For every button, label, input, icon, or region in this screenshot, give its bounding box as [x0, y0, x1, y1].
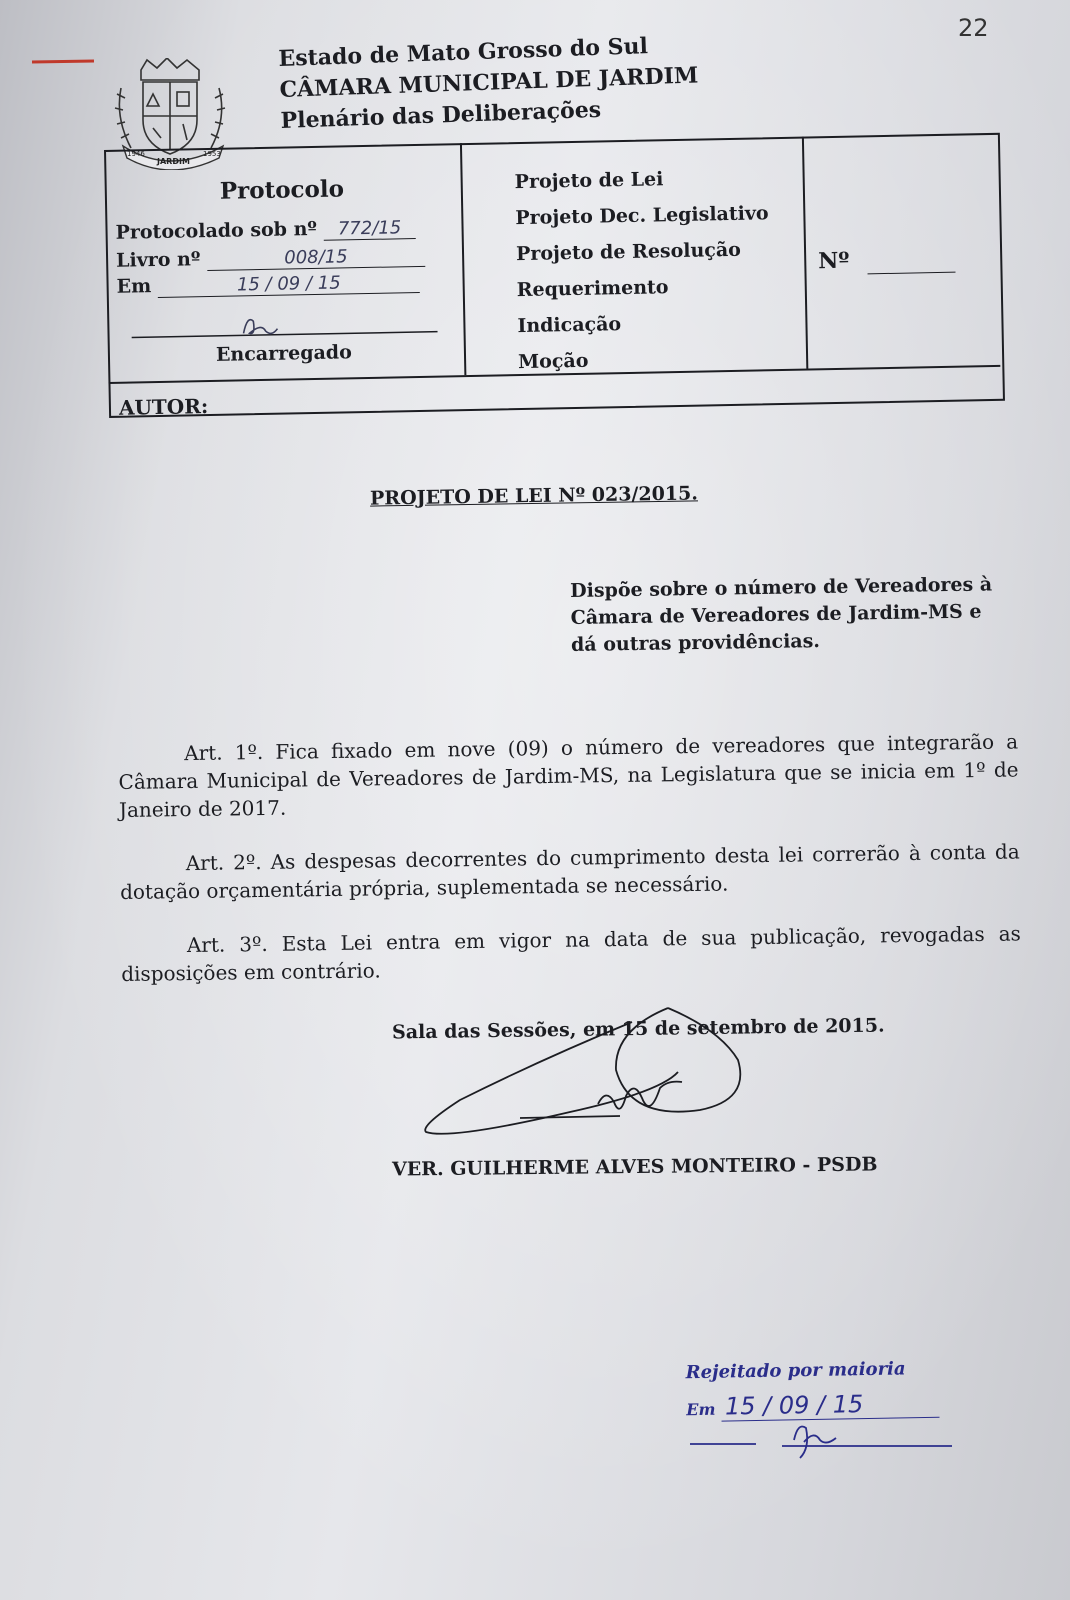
crest-ribbon-text: JARDIM: [157, 157, 190, 166]
article-2: Art. 2º. As despesas decorrentes do cumprimento desta lei correrão à conta da dotação orçamentária própria, suplementada se necessário.: [119, 839, 1020, 904]
red-ink-mark: [32, 59, 94, 63]
bill-articles: [118, 727, 1022, 1014]
protocolado-value: 772/15: [323, 217, 415, 241]
protocolado-label: Protocolado sob nº: [115, 217, 318, 244]
stamp-signature-icon: [686, 1420, 956, 1460]
type-mocao: Moção: [517, 349, 589, 374]
article-1: Art. 1º. Fica fixado em nove (09) o número de vereadores que integrarão a Câmara Municipal de Vereadores de Jardim-MS, na Legislatura que se inicia em 1º de Janeiro de 2017.: [118, 729, 1019, 822]
page-number: 22: [958, 14, 989, 42]
em-value: 15 / 09 / 15: [158, 271, 420, 298]
encarregado-initials-icon: [243, 319, 277, 334]
stamp-date: 15 / 09 / 15: [721, 1389, 939, 1422]
stamp-em-label: Em: [686, 1399, 716, 1420]
article-3: Art. 3º. Esta Lei entra em vigor na data de sua publicação, revogadas as disposições em contrário.: [121, 921, 1021, 986]
bill-title: PROJETO DE LEI Nº 023/2015.: [369, 482, 699, 510]
stamp-status: Rejeitado por maioria: [685, 1358, 906, 1384]
em-label: Em: [116, 275, 152, 298]
document-header: [278, 29, 700, 137]
type-indicacao: Indicação: [517, 313, 622, 338]
protocol-title: Protocolo: [219, 175, 345, 205]
crest-year-left: 1946: [127, 150, 145, 158]
header-state: Estado de Mato Grosso do Sul: [278, 33, 649, 72]
crest-year-right: 1953: [203, 150, 221, 158]
livro-label: Livro nº: [115, 248, 201, 272]
proposition-types: [514, 159, 771, 380]
rejection-stamp: [685, 1358, 939, 1422]
type-projeto-de-lei: Projeto de Lei: [514, 168, 664, 194]
signer-name: VER. GUILHERME ALVES MONTEIRO - PSDB: [391, 1153, 878, 1181]
protocol-table: [104, 133, 1005, 418]
header-chamber: CÂMARA MUNICIPAL DE JARDIM: [279, 62, 699, 103]
number-field: [818, 246, 955, 276]
encarregado-label: Encarregado: [215, 341, 352, 366]
number-label: Nº: [818, 247, 850, 275]
header-plenary: Plenário das Deliberações: [280, 96, 602, 134]
handwritten-signature-icon: [420, 1000, 770, 1170]
autor-label: AUTOR:: [118, 394, 209, 420]
number-blank: [867, 246, 956, 275]
encarregado-signature-line: [131, 308, 442, 344]
type-requerimento: Requerimento: [516, 276, 669, 302]
livro-value: 008/15: [207, 245, 425, 271]
type-projeto-dec-legislativo: Projeto Dec. Legislativo: [515, 202, 769, 230]
type-projeto-de-resolucao: Projeto de Resolução: [515, 238, 742, 266]
stamp-date-row: [686, 1389, 939, 1422]
sala-das-sessoes: Sala das Sessões, em 15 de setembro de 2015.: [391, 1014, 885, 1044]
bill-ementa: Dispõe sobre o número de Vereadores à Câmara de Vereadores de Jardim-MS e dá outras providências.: [570, 573, 993, 656]
